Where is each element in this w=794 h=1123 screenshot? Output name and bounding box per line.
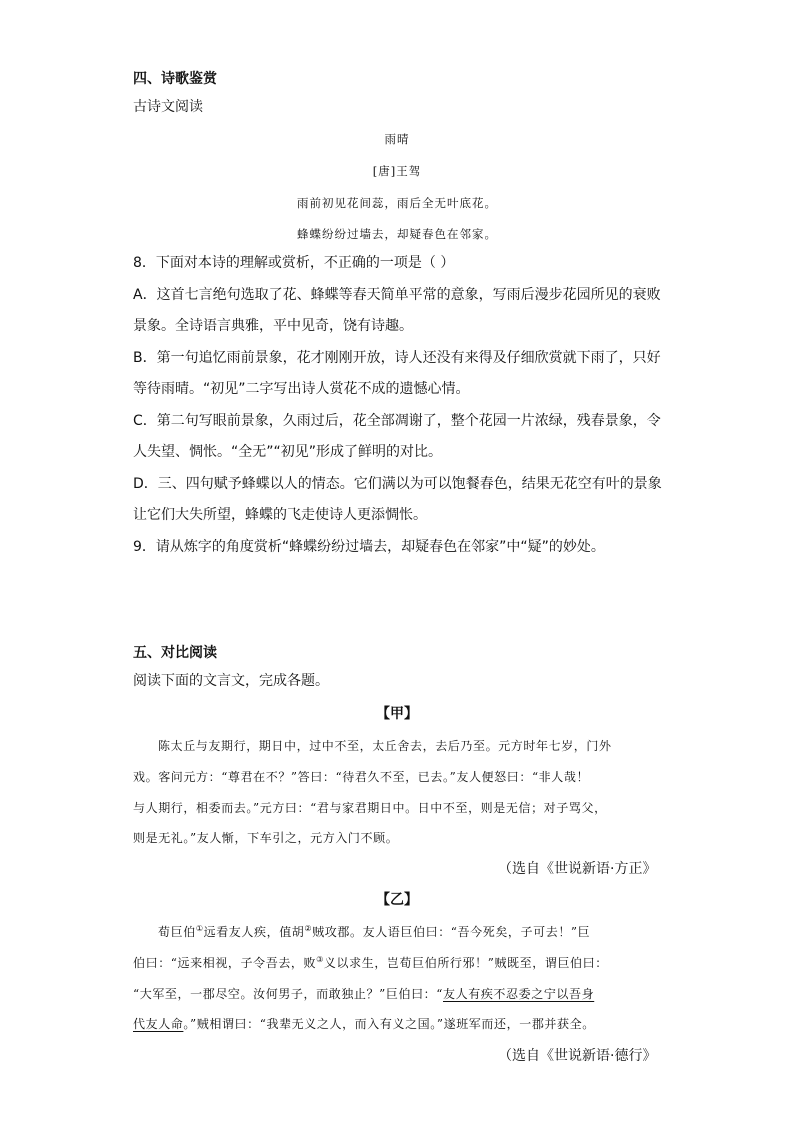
poem-line-2: 蜂蝶纷纷过墙去，却疑春色在邻家。 (297, 227, 497, 241)
yi-line2-part-b: 义以求生，岂荀巨伯所行邪！”贼既至，谓巨伯曰： (323, 956, 608, 970)
passage-yi-label: 【乙】 (376, 892, 418, 908)
yi-line3-part-a: “大军至，一郡尽空。汝何男子，而敢独止？”巨伯曰：“ (133, 987, 444, 1001)
footnote-marker-1: ① (195, 924, 204, 933)
passage-jia-label: 【甲】 (376, 706, 418, 722)
passage-yi-line4 (133, 1015, 595, 1032)
q8-option-b-line1: B．第一句追忆雨前景象，花才刚刚开放，诗人还没有来得及仔细欣赏就下雨了，只好 (133, 350, 661, 366)
q8-option-b-line2: 等待雨晴。“初见”二字写出诗人赏花不成的遗憾心情。 (133, 381, 470, 397)
q9-stem: 9．请从炼字的角度赏析“蜂蝶纷纷过墙去，却疑春色在邻家”中“疑”的妙处。 (133, 539, 605, 555)
passage-jia-source: （选自《世说新语·方正》 (498, 861, 657, 877)
section5-heading: 五、对比阅读 (133, 645, 217, 661)
q8-option-d-line1: D．三、四句赋予蜂蝶以人的情态。它们满以为可以饱餐春色，结果无花空有叶的景象 (133, 476, 662, 492)
yi-underlined-sentence-part1: 友人有疾不忍委之宁以吾身 (443, 987, 595, 1001)
q8-option-c-line2: 人失望、惆怅。“全无”“初见”形成了鲜明的对比。 (133, 444, 443, 460)
q8-option-c-line1: C．第二句写眼前景象，久雨过后，花全部凋谢了，整个花园一片浓绿，残春景象，令 (133, 413, 661, 429)
yi-line2-part-a: 伯曰：“远来相视，子令吾去，败 (133, 956, 317, 970)
passage-jia-line4: 则是无礼。”友人惭，下车引之，元方入门不顾。 (133, 831, 399, 845)
passage-jia-line3: 与人期行，相委而去。”元方曰：“君与家君期日中。日中不至，则是无信；对子骂父， (133, 801, 607, 815)
yi-underlined-sentence-part2: 代友人命 (133, 1017, 184, 1031)
footnote-marker-3: ③ (316, 955, 324, 964)
passage-jia-line2: 戏。客问元方：“尊君在不？”答曰：“待君久不至，已去。”友人便怒曰：“非人哉！ (133, 770, 590, 784)
passage-yi-line3 (133, 985, 594, 1002)
yi-line1-part-b: 远看友人疾，值胡 (203, 925, 305, 939)
q8-option-d-line2: 让它们大失所望，蜂蝶的飞走使诗人更添惆怅。 (133, 507, 427, 523)
passage-yi-source: （选自《世说新语·德行》 (498, 1048, 657, 1064)
q8-stem: 8．下面对本诗的理解或赏析，不正确的一项是（ ） (133, 255, 455, 271)
yi-line4-part-b: 。”贼相谓曰：“我辈无义之人，而入有义之国。”遂班军而还，一郡并获全。 (183, 1017, 595, 1031)
section4-heading: 四、诗歌鉴赏 (133, 71, 217, 87)
footnote-marker-2: ② (304, 924, 313, 933)
poem-author: [唐]王驾 (372, 164, 422, 178)
section4-subheading: 古诗文阅读 (133, 99, 203, 115)
poem-line-1: 雨前初见花间蕊，雨后全无叶底花。 (297, 196, 497, 210)
passage-jia-line1: 陈太丘与友期行，期日中，过中不至，太丘舍去，去后乃至。元方时年七岁，门外 (158, 739, 612, 753)
q8-option-a-line1: A．这首七言绝句选取了花、蜂蝶等春天简单平常的意象，写雨后漫步花园所见的衰败 (133, 287, 661, 303)
yi-line1-part-c: 贼攻郡。友人语巨伯曰：“吾今死矣，子可去！”巨 (312, 925, 591, 939)
section5-intro: 阅读下面的文言文，完成各题。 (133, 673, 329, 689)
passage-yi-line2 (133, 954, 608, 971)
yi-line1-part-a: 荀巨伯 (158, 925, 196, 939)
poem-title: 雨晴 (384, 132, 410, 146)
q8-option-a-line2: 景象。全诗语言典雅，平中见奇，饶有诗趣。 (133, 318, 413, 334)
passage-yi-line1 (158, 923, 590, 940)
